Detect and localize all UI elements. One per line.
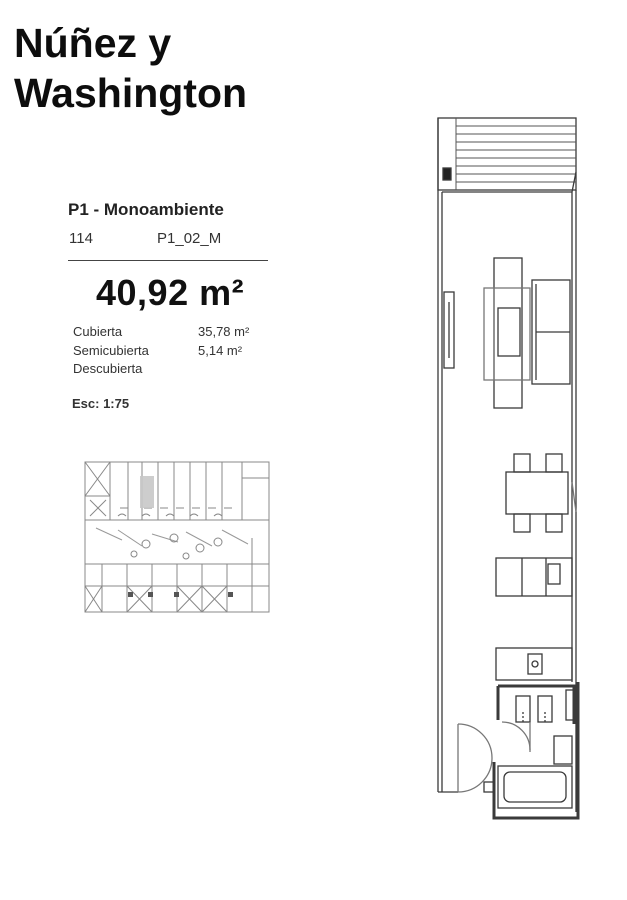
scale-label: Esc: 1:75 [72, 396, 130, 411]
bathroom-sink [554, 736, 572, 764]
unit-code: P1_02_M [157, 230, 222, 247]
bidet [538, 696, 552, 722]
key-plan [82, 458, 274, 618]
area-value-semicubierta: 5,14 m² [198, 343, 243, 358]
divider [68, 260, 268, 261]
area-label-semicubierta: Semicubierta [73, 343, 149, 358]
area-value-cubierta: 35,78 m² [198, 324, 250, 339]
dining-table [506, 472, 568, 514]
area-label-descubierta: Descubierta [73, 361, 143, 376]
title-line-1: Núñez y [14, 20, 172, 66]
unit-type: P1 - Monoambiente [68, 200, 224, 219]
total-area: 40,92 m² [96, 272, 245, 313]
bathroom-door [502, 722, 530, 750]
area-label-cubierta: Cubierta [73, 324, 123, 339]
title-line-2: Washington [14, 70, 248, 116]
toilet [516, 696, 530, 722]
balcony [438, 118, 576, 190]
unit-floor-plan [432, 112, 584, 824]
key-plan-unit-highlight [140, 476, 154, 508]
building-title [14, 18, 247, 118]
unit-number: 114 [69, 230, 93, 247]
kitchenette [496, 648, 572, 680]
